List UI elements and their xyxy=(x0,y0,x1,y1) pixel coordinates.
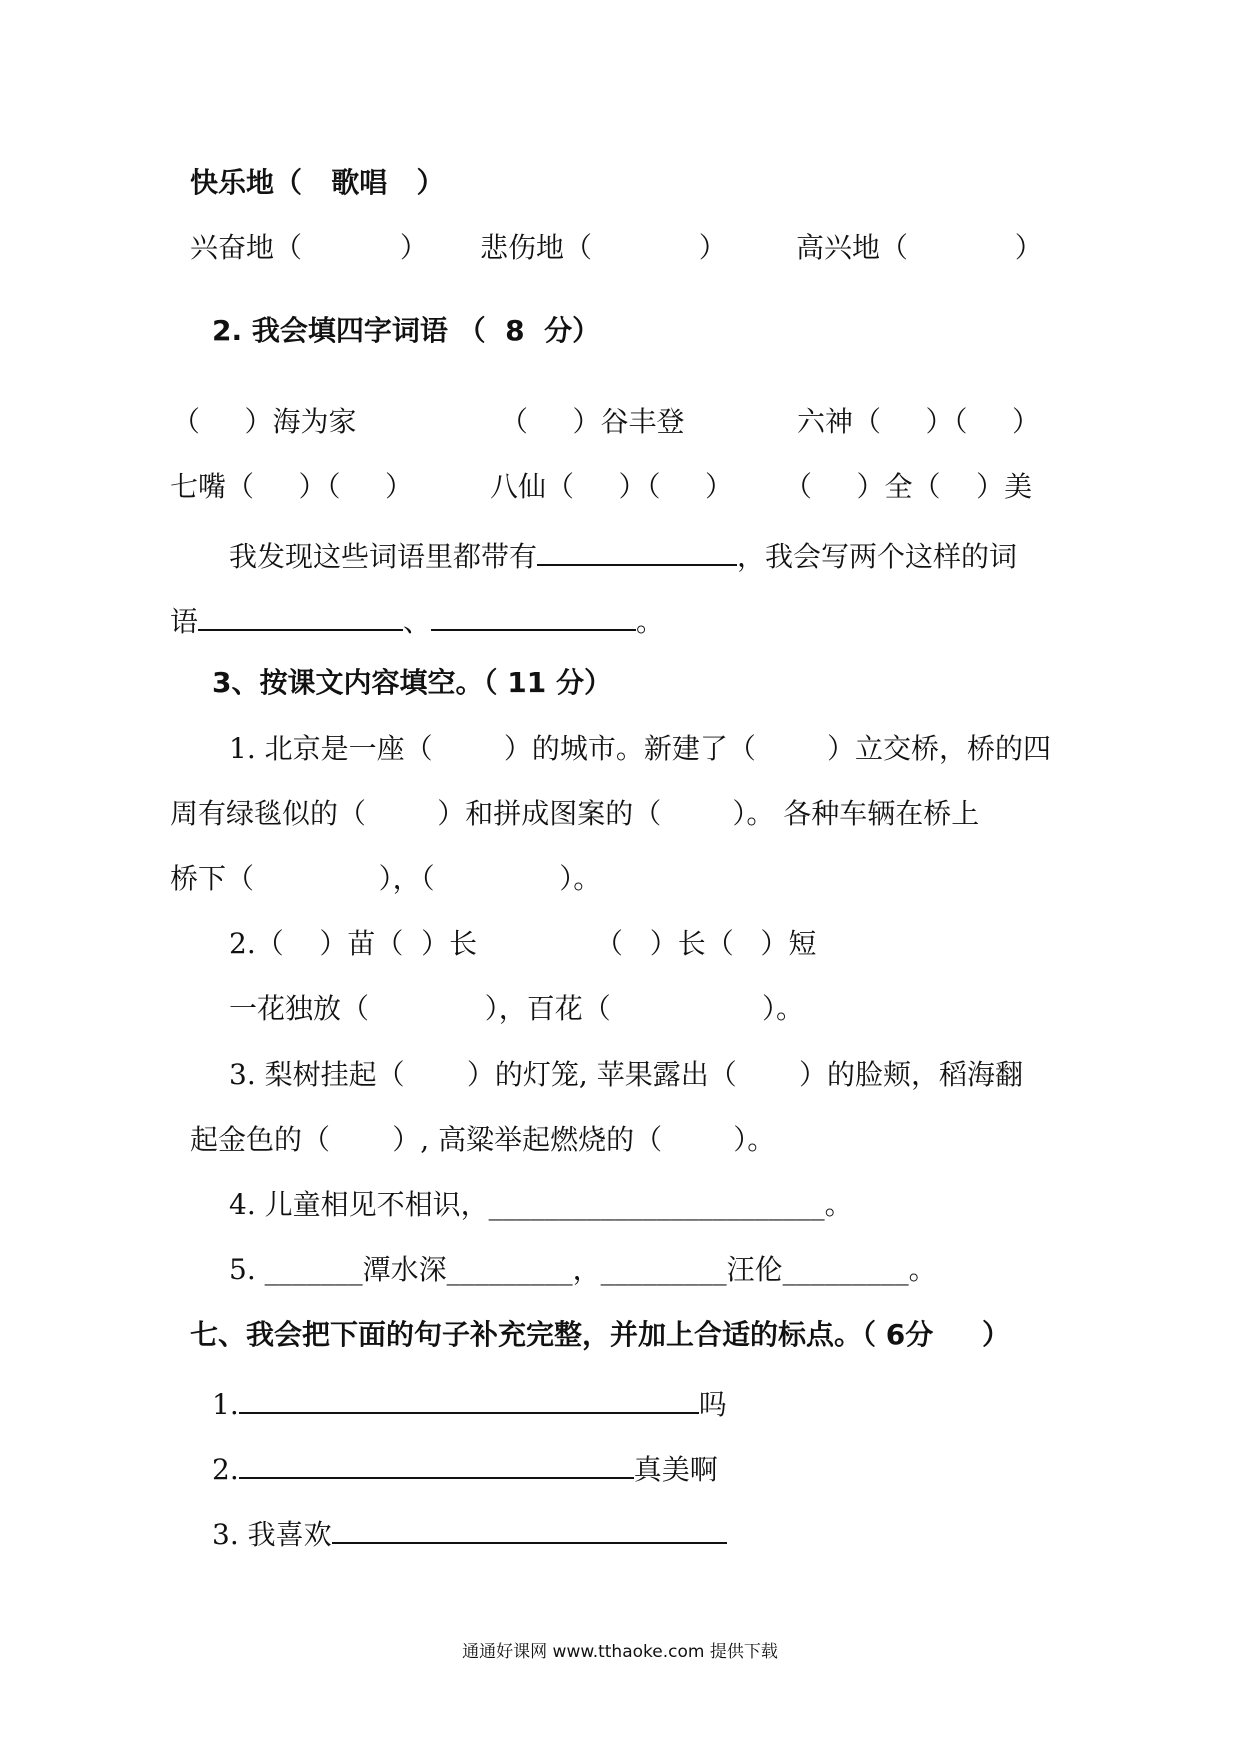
poem-line-2: 5. _______潭水深_________，_________汪伦_________。 xyxy=(229,1253,937,1286)
sentence-2-end: 真美啊 xyxy=(633,1453,718,1486)
q2-part-a: 2.（ ）苗（ ）长 xyxy=(229,927,478,960)
sentence-2 xyxy=(212,1449,718,1487)
discovery-text-2: ，我会写两个这样的词 xyxy=(737,540,1018,573)
section-3-heading: 3、按课文内容填空。（ 11 分） xyxy=(212,666,612,699)
sentence-2-blank[interactable] xyxy=(239,1449,634,1479)
discovery-text: 我发现这些词语里都带有 xyxy=(229,540,538,573)
section-2-heading: 2. 我会填四字词语 （ 8 分） xyxy=(212,314,601,347)
sentence-1-blank[interactable] xyxy=(239,1384,699,1414)
fill-beishang: 悲伤地（ ） xyxy=(480,231,727,264)
autumn-line-1: 3. 梨树挂起（ ）的灯笼, 苹果露出（ ）的脸颊，稻海翻 xyxy=(229,1058,1024,1091)
beijing-line-2: 周有绿毯似的（ ）和拼成图案的（ ）。 各种车辆在桥上 xyxy=(170,797,980,830)
sentence-1 xyxy=(212,1384,727,1422)
example-blank-2[interactable] xyxy=(431,601,636,631)
example-pair: 快乐地（ 歌唱 ） xyxy=(190,166,445,199)
sentence-3 xyxy=(212,1514,727,1552)
autumn-line-2: 起金色的（ ）, 高粱举起燃烧的（ ）。 xyxy=(190,1123,776,1156)
poem-line-1: 4. 儿童相见不相识，________________________。 xyxy=(229,1188,853,1221)
idiom-1: （ ）海为家 xyxy=(172,405,357,438)
discovery-blank[interactable] xyxy=(537,536,737,566)
sentence-3-label: 3. 我喜欢 xyxy=(212,1518,332,1551)
sentence-1-num: 1. xyxy=(212,1388,239,1421)
section-7-heading: 七、我会把下面的句子补充完整，并加上合适的标点。（ 6分 ） xyxy=(190,1318,1010,1351)
beijing-line-1: 1. 北京是一座（ ）的城市。新建了（ ）立交桥，桥的四 xyxy=(229,732,1052,765)
idiom-6: （ ）全（ ）美 xyxy=(784,470,1033,503)
idiom-4: 七嘴（ ）（ ） xyxy=(170,470,414,503)
q2-part-b: （ ）长（ ）短 xyxy=(595,927,817,960)
beijing-line-3: 桥下（ ），（ ）。 xyxy=(170,862,602,895)
sentence-2-num: 2. xyxy=(212,1453,239,1486)
idiom-2: （ ）谷丰登 xyxy=(500,405,685,438)
sentence-3-blank[interactable] xyxy=(332,1514,727,1544)
fill-gaoxing: 高兴地（ ） xyxy=(796,231,1043,264)
examples-label: 语 xyxy=(170,605,199,638)
idiom-5: 八仙（ ）（ ） xyxy=(490,470,734,503)
idiom-3: 六神（ ）（ ） xyxy=(797,405,1041,438)
flower-line: 一花独放（ ），百花（ ）。 xyxy=(229,992,805,1025)
discovery-line xyxy=(229,536,1017,574)
fill-xingfen: 兴奋地（ ） xyxy=(190,231,428,264)
page-footer: 通通好课网 www.tthaoke.com 提供下载 xyxy=(462,1642,778,1662)
sentence-1-end: 吗 xyxy=(698,1388,727,1421)
examples-line xyxy=(170,601,664,639)
examples-end: 。 xyxy=(636,605,665,638)
example-blank-1[interactable] xyxy=(198,601,403,631)
examples-sep: 、 xyxy=(403,605,432,638)
